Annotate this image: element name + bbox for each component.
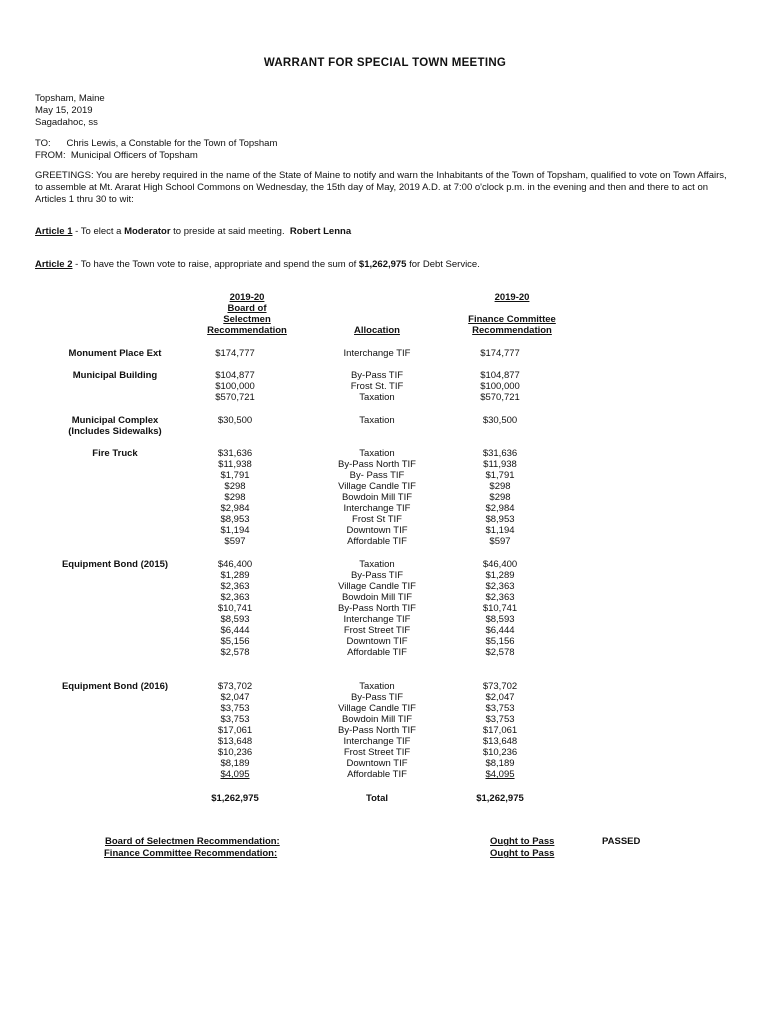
allocation-list xyxy=(317,370,437,403)
article-1-text-2: to preside at said meeting. xyxy=(170,226,290,237)
amount-cell: $298 xyxy=(489,481,511,492)
allocation-cell: Downtown TIF xyxy=(346,636,408,647)
allocation-list xyxy=(317,415,437,426)
amount-cell: $8,953 xyxy=(220,514,250,525)
greetings-paragraph: GREETINGS: You are hereby required in the name of the State of Maine to notify and warn the Inhabitants of the Town of Topsham, qualified to vote on Town Affairs, to assemble at Mt. Ararat High School Commons on Wednesday, the 15th day of May, 2019 A.D. at 7:00 o'clock p.m. in the evening and then and there to act on Articles 1 thru 30 to wit: xyxy=(35,170,727,205)
amount-cell: $5,156 xyxy=(220,636,250,647)
header-line: 2019-20 xyxy=(229,292,265,303)
heading-block xyxy=(35,93,105,129)
amount-cell: $104,877 xyxy=(480,370,520,381)
vote-result: PASSED xyxy=(602,836,641,847)
amount-cell: $6,444 xyxy=(220,625,250,636)
selectmen-amounts xyxy=(195,370,275,403)
amount-cell: $8,953 xyxy=(485,514,515,525)
header-line: Recommendation xyxy=(472,325,552,336)
allocation-cell: Bowdoin Mill TIF xyxy=(341,592,413,603)
amount-cell: $31,636 xyxy=(217,448,253,459)
address-block xyxy=(35,138,277,162)
allocation-cell: Frost St TIF xyxy=(352,514,402,525)
amount-cell: $2,363 xyxy=(485,592,515,603)
group-label-equipment-bond-2015 xyxy=(35,559,195,570)
amount-cell: $298 xyxy=(224,492,246,503)
group-label-fire-truck xyxy=(35,448,195,459)
article-2-amount: $1,262,975 xyxy=(358,259,407,270)
amount-cell: $73,702 xyxy=(217,681,253,692)
amount-cell: $17,061 xyxy=(217,725,253,736)
amount-cell: $2,363 xyxy=(485,581,515,592)
header-line: Allocation xyxy=(354,325,400,336)
total-selectmen: $1,262,975 xyxy=(211,793,259,804)
group-label-municipal-complex xyxy=(35,415,195,437)
allocation-cell: Affordable TIF xyxy=(347,769,407,780)
group-label-monument-place xyxy=(35,348,195,359)
header-line: Board of xyxy=(227,303,267,314)
amount-cell: $5,156 xyxy=(485,636,515,647)
amount-cell: $1,194 xyxy=(220,525,250,536)
amount-cell: $100,000 xyxy=(480,381,520,392)
amount-cell: $2,578 xyxy=(485,647,515,658)
amount-cell: $298 xyxy=(489,492,511,503)
amount-cell: $3,753 xyxy=(485,714,515,725)
finance-amounts xyxy=(460,415,540,426)
group-label-line: Equipment Bond (2015) xyxy=(61,559,169,570)
amount-cell: $1,791 xyxy=(220,470,250,481)
amount-cell: $570,721 xyxy=(480,392,520,403)
finance-amounts xyxy=(460,348,540,359)
total-label: Total xyxy=(366,793,388,804)
allocation-cell: Taxation xyxy=(359,415,395,426)
group-label-municipal-building xyxy=(35,370,195,381)
allocation-cell: Downtown TIF xyxy=(346,525,408,536)
heading-line: May 15, 2019 xyxy=(35,105,93,116)
amount-cell: $17,061 xyxy=(482,725,518,736)
amount-cell: $570,721 xyxy=(215,392,255,403)
allocation-cell: By-Pass North TIF xyxy=(338,603,416,614)
amount-cell: $8,593 xyxy=(485,614,515,625)
amount-cell: $2,363 xyxy=(220,581,250,592)
article-2-text: - To have the Town vote to raise, appropriate and spend the sum of xyxy=(72,259,359,270)
selectmen-amounts xyxy=(195,348,275,359)
amount-cell: $2,984 xyxy=(220,503,250,514)
allocation-cell: Frost St. TIF xyxy=(350,381,404,392)
article-1-role: Moderator xyxy=(124,226,171,237)
amount-cell: $104,877 xyxy=(215,370,255,381)
header-line: Selectmen xyxy=(223,314,271,325)
total-finance: $1,262,975 xyxy=(476,793,524,804)
amount-cell: $46,400 xyxy=(482,559,518,570)
finance-amounts xyxy=(460,448,540,547)
allocation-cell: By-Pass North TIF xyxy=(338,459,416,470)
group-label-equipment-bond-2016 xyxy=(35,681,195,692)
amount-cell: $1,289 xyxy=(220,570,250,581)
allocation-cell: Affordable TIF xyxy=(347,647,407,658)
amount-cell: $8,593 xyxy=(220,614,250,625)
bos-recommendation-label: Board of Selectmen Recommendation: xyxy=(105,836,280,847)
amount-cell: $597 xyxy=(224,536,246,547)
allocation-list xyxy=(317,681,437,780)
allocation-cell: Affordable TIF xyxy=(347,536,407,547)
allocation-cell: Frost Street TIF xyxy=(343,625,411,636)
allocation-cell: By-Pass TIF xyxy=(350,570,404,581)
amount-cell: $3,753 xyxy=(485,703,515,714)
amount-cell: $11,938 xyxy=(218,459,252,470)
allocation-cell: By-Pass North TIF xyxy=(338,725,416,736)
amount-cell: $73,702 xyxy=(482,681,518,692)
group-label-line: Fire Truck xyxy=(92,448,138,459)
article-1-text: - To elect a xyxy=(72,226,125,237)
amount-cell: $3,753 xyxy=(220,714,250,725)
heading-line: Sagadahoc, ss xyxy=(35,117,98,128)
allocation-cell: Taxation xyxy=(359,681,395,692)
allocation-list xyxy=(317,448,437,547)
allocation-cell: By-Pass TIF xyxy=(350,692,404,703)
amount-cell: $1,289 xyxy=(485,570,515,581)
amount-cell: $2,047 xyxy=(220,692,250,703)
header-line: 2019-20 xyxy=(494,292,530,303)
amount-cell: $8,189 xyxy=(485,758,515,769)
page-title: WARRANT FOR SPECIAL TOWN MEETING xyxy=(263,57,507,69)
article-2-label: Article 2 xyxy=(35,259,73,270)
amount-cell: $10,741 xyxy=(482,603,518,614)
allocation-cell: Taxation xyxy=(359,559,395,570)
finance-amounts xyxy=(460,370,540,403)
to-line: TO: Chris Lewis, a Constable for the Town of Topsham xyxy=(35,138,278,149)
amount-cell: $30,500 xyxy=(217,415,253,426)
article-2 xyxy=(35,259,480,270)
amount-cell: $4,095 xyxy=(485,769,515,780)
finance-amounts xyxy=(460,559,540,658)
header-line: Finance Committee xyxy=(468,314,556,325)
allocation-cell: By- Pass TIF xyxy=(349,470,405,481)
selectmen-amounts xyxy=(195,448,275,547)
amount-cell: $2,984 xyxy=(485,503,515,514)
amount-cell: $10,236 xyxy=(217,747,253,758)
amount-cell: $13,648 xyxy=(217,736,253,747)
from-line: FROM: Municipal Officers of Topsham xyxy=(35,150,198,161)
bos-recommendation-value: Ought to Pass xyxy=(490,836,555,847)
amount-cell: $2,047 xyxy=(485,692,515,703)
allocation-cell: Interchange TIF xyxy=(343,348,411,359)
header-line: Recommendation xyxy=(207,325,287,336)
amount-cell: $4,095 xyxy=(220,769,250,780)
finance-amounts xyxy=(460,681,540,780)
amount-cell: $3,753 xyxy=(220,703,250,714)
amount-cell: $174,777 xyxy=(215,348,255,359)
group-label-line: Equipment Bond (2016) xyxy=(61,681,169,692)
amount-cell: $10,236 xyxy=(482,747,518,758)
amount-cell: $100,000 xyxy=(215,381,255,392)
article-1-label: Article 1 xyxy=(35,226,73,237)
allocation-cell: Bowdoin Mill TIF xyxy=(341,714,413,725)
allocation-cell: Interchange TIF xyxy=(343,614,411,625)
header-allocation xyxy=(302,325,452,336)
selectmen-amounts xyxy=(195,559,275,658)
allocation-cell: Village Candle TIF xyxy=(338,703,416,714)
group-label-line: Municipal Complex xyxy=(71,415,159,426)
amount-cell: $31,636 xyxy=(482,448,518,459)
header-board-of-selectmen xyxy=(172,292,322,336)
amount-cell: $1,194 xyxy=(485,525,515,536)
header-finance-committee xyxy=(437,292,587,336)
moderator-name: Robert Lenna xyxy=(289,226,352,237)
selectmen-amounts xyxy=(195,681,275,780)
amount-cell: $6,444 xyxy=(485,625,515,636)
amount-cell: $10,741 xyxy=(217,603,253,614)
amount-cell: $298 xyxy=(224,481,246,492)
amount-cell: $597 xyxy=(489,536,511,547)
amount-cell: $2,578 xyxy=(220,647,250,658)
allocation-list xyxy=(317,348,437,359)
amount-cell: $174,777 xyxy=(480,348,520,359)
article-1 xyxy=(35,226,351,237)
allocation-cell: Interchange TIF xyxy=(343,736,411,747)
allocation-cell: By-Pass TIF xyxy=(350,370,404,381)
allocation-cell: Frost Street TIF xyxy=(343,747,411,758)
amount-cell: $1,791 xyxy=(485,470,515,481)
allocation-cell: Bowdoin Mill TIF xyxy=(341,492,413,503)
group-label-line: Municipal Building xyxy=(72,370,158,381)
allocation-list xyxy=(317,559,437,658)
group-label-line: (Includes Sidewalks) xyxy=(68,426,162,437)
fc-recommendation-value: Ought to Pass xyxy=(490,848,555,859)
amount-cell: $13,648 xyxy=(482,736,518,747)
heading-line: Topsham, Maine xyxy=(35,93,105,104)
allocation-cell: Taxation xyxy=(359,448,395,459)
allocation-cell: Downtown TIF xyxy=(346,758,408,769)
amount-cell: $8,189 xyxy=(220,758,250,769)
amount-cell: $46,400 xyxy=(217,559,253,570)
selectmen-amounts xyxy=(195,415,275,426)
amount-cell: $2,363 xyxy=(220,592,250,603)
allocation-cell: Taxation xyxy=(359,392,395,403)
allocation-cell: Interchange TIF xyxy=(343,503,411,514)
article-2-text-2: for Debt Service. xyxy=(406,259,480,270)
allocation-cell: Village Candle TIF xyxy=(338,581,416,592)
allocation-cell: Village Candle TIF xyxy=(338,481,416,492)
amount-cell: $30,500 xyxy=(482,415,518,426)
fc-recommendation-label: Finance Committee Recommendation: xyxy=(104,848,278,859)
amount-cell: $11,938 xyxy=(483,459,517,470)
group-label-line: Monument Place Ext xyxy=(68,348,162,359)
